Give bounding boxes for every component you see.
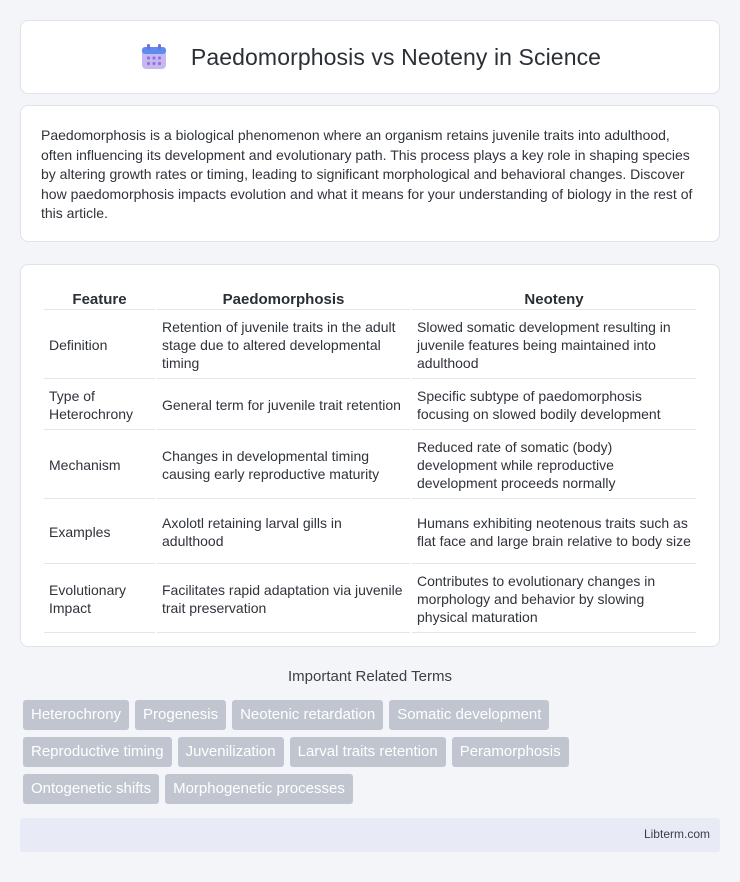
column-header-feature: Feature bbox=[44, 287, 155, 310]
tag-ontogenetic-shifts[interactable]: Ontogenetic shifts bbox=[23, 774, 159, 804]
table-row bbox=[44, 381, 696, 430]
table-cell-feature: Definition bbox=[44, 312, 155, 379]
related-terms-heading: Important Related Terms bbox=[288, 668, 452, 685]
footer-bar bbox=[20, 818, 720, 852]
tag-larval-traits-retention[interactable]: Larval traits retention bbox=[290, 737, 446, 767]
table-cell-paedomorphosis: Facilitates rapid adaptation via juvenile trait preservation bbox=[157, 566, 410, 633]
intro-paragraph: Paedomorphosis is a biological phenomenon where an organism retains juvenile traits into adulthood, often influencing its development and evolutionary path. This process plays a key role in shaping species by altering growth rates or timing, leading to significant morphological and behavioral changes. Discover how paedomorphosis impacts evolution and what it means for your understanding of biology in the rest of this article. bbox=[41, 127, 693, 221]
table-row bbox=[44, 566, 696, 633]
tag-somatic-development[interactable]: Somatic development bbox=[389, 700, 549, 730]
table-row bbox=[44, 501, 696, 564]
comparison-table bbox=[42, 285, 698, 635]
table-cell-feature: Type of Heterochrony bbox=[44, 381, 155, 430]
footer-site-link[interactable]: Libterm.com bbox=[643, 827, 710, 841]
table-cell-paedomorphosis: Changes in developmental timing causing early reproductive maturity bbox=[157, 432, 410, 499]
table-header-row bbox=[44, 287, 696, 310]
table-cell-neoteny: Contributes to evolutionary changes in morphology and behavior by slowing physical maturation bbox=[412, 566, 696, 633]
table-cell-neoteny: Slowed somatic development resulting in juvenile features being maintained into adulthood bbox=[412, 312, 696, 379]
calendar-icon bbox=[139, 42, 169, 72]
column-header-neoteny: Neoteny bbox=[412, 287, 696, 310]
page-title: Paedomorphosis vs Neoteny in Science bbox=[190, 43, 602, 70]
tag-morphogenetic-processes[interactable]: Morphogenetic processes bbox=[165, 774, 353, 804]
table-cell-feature: Evolutionary Impact bbox=[44, 566, 155, 633]
column-header-paedomorphosis: Paedomorphosis bbox=[157, 287, 410, 310]
tag-reproductive-timing[interactable]: Reproductive timing bbox=[23, 737, 172, 767]
table-cell-neoteny: Humans exhibiting neotenous traits such as flat face and large brain relative to body size bbox=[412, 501, 696, 564]
table-cell-neoteny: Reduced rate of somatic (body) development while reproductive development proceeds normally bbox=[412, 432, 696, 499]
table-cell-feature: Examples bbox=[44, 501, 155, 564]
table-cell-paedomorphosis: General term for juvenile trait retention bbox=[157, 381, 410, 430]
tag-peramorphosis[interactable]: Peramorphosis bbox=[452, 737, 569, 767]
title-card bbox=[20, 20, 720, 94]
comparison-card bbox=[20, 264, 720, 647]
table-cell-feature: Mechanism bbox=[44, 432, 155, 499]
tag-progenesis[interactable]: Progenesis bbox=[135, 700, 226, 730]
table-cell-paedomorphosis: Retention of juvenile traits in the adult stage due to altered developmental timing bbox=[157, 312, 410, 379]
intro-card bbox=[20, 105, 720, 242]
tag-juvenilization[interactable]: Juvenilization bbox=[178, 737, 284, 767]
tag-neotenic-retardation[interactable]: Neotenic retardation bbox=[232, 700, 383, 730]
related-terms-list bbox=[23, 700, 703, 811]
tag-heterochrony[interactable]: Heterochrony bbox=[23, 700, 129, 730]
table-cell-neoteny: Specific subtype of paedomorphosis focusing on slowed bodily development bbox=[412, 381, 696, 430]
table-row bbox=[44, 312, 696, 379]
table-row bbox=[44, 432, 696, 499]
table-cell-paedomorphosis: Axolotl retaining larval gills in adulthood bbox=[157, 501, 410, 564]
